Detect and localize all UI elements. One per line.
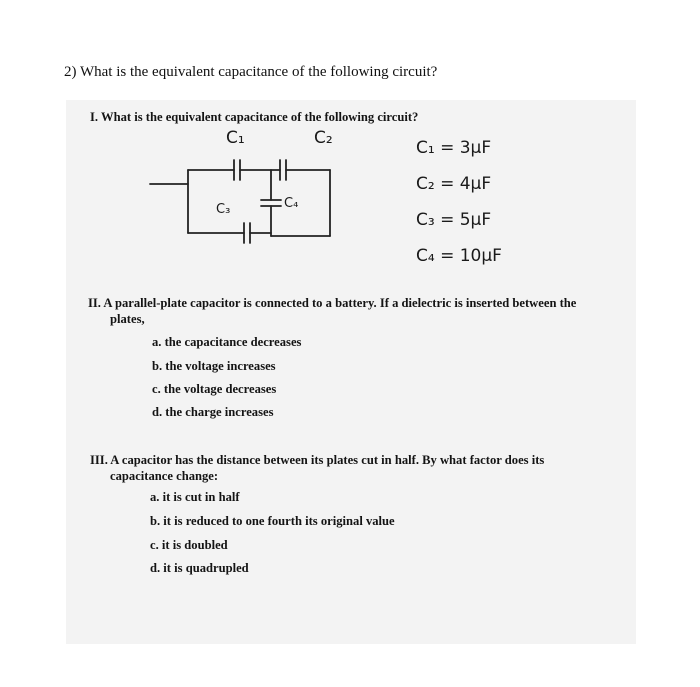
part2-option: a. the capacitance decreases [152,335,302,349]
c1-value: C₁ = 3μF [416,138,492,158]
c4-value: C₄ = 10μF [416,246,502,266]
part3-option: b. it is reduced to one fourth its original value [150,514,395,528]
part2-heading-cont: plates, [110,312,145,326]
part3-option: d. it is quadrupled [150,561,249,575]
part2-heading: II. A parallel-plate capacitor is connected to a battery. If a dielectric is inserted between the [88,296,577,310]
question-title: 2) What is the equivalent capacitance of the following circuit? [64,64,438,80]
circuit-diagram [66,100,636,270]
scanned-problem-sheet [66,100,636,644]
part2-option: c. the voltage decreases [152,382,277,396]
c3-label: C₃ [216,202,231,217]
part3-option: a. it is cut in half [150,490,240,504]
part3-heading: III. A capacitor has the distance between its plates cut in half. By what factor does its [90,453,545,467]
part2-option: d. the charge increases [152,405,274,419]
c4-label: C₄ [284,196,299,211]
part3-heading-cont: capacitance change: [110,469,219,483]
c2-label: C₂ [314,128,333,148]
part1-heading: I. What is the equivalent capacitance of the following circuit? [90,110,419,124]
part3-option: c. it is doubled [150,538,228,552]
c3-value: C₃ = 5μF [416,210,492,230]
c2-value: C₂ = 4μF [416,174,492,194]
c1-label: C₁ [226,128,245,148]
part2-option: b. the voltage increases [152,359,276,373]
